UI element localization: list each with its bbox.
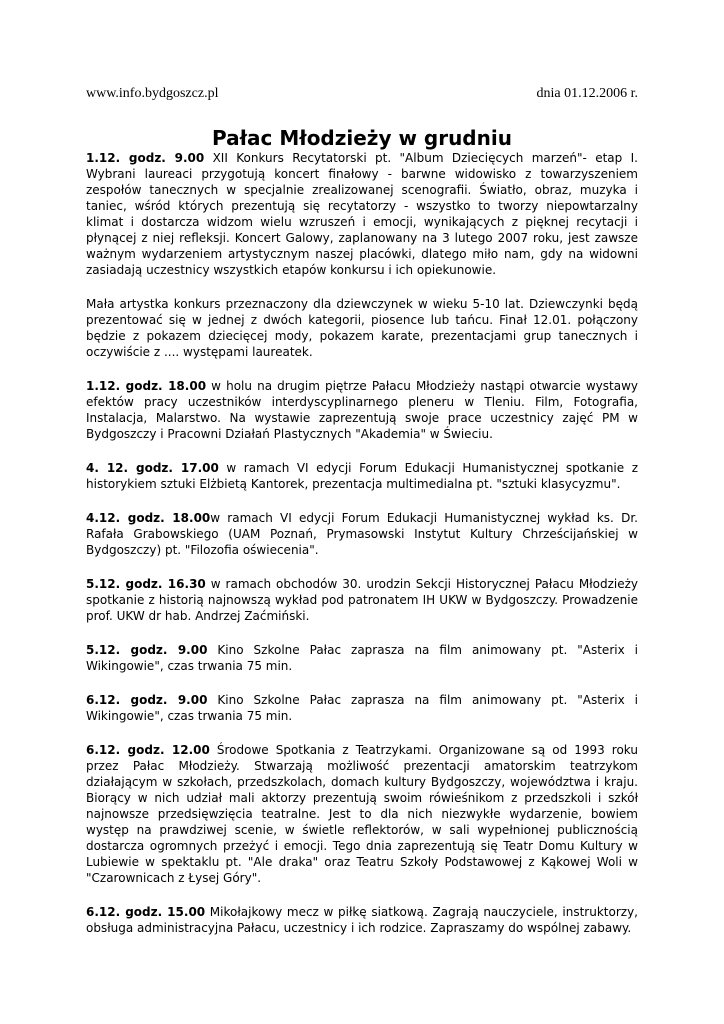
- event-description: w ramach obchodów 30. urodzin Sekcji Historycznej Pałacu Młodzieży spotkanie z historią najnowszą wykład pod patronatem IH UKW w Bydgoszczy. Prowadzenie prof. UKW dr hab. Andrzej Zaćmiński.: [86, 577, 638, 623]
- event-date-time: 1.12. godz. 9.00: [86, 151, 205, 165]
- event-date-time: 5.12. godz. 9.00: [86, 643, 208, 657]
- event-date-time: 5.12. godz. 16.30: [86, 577, 206, 591]
- event-paragraph: [86, 460, 638, 492]
- event-description: w ramach VI edycji Forum Edukacji Humanistycznej spotkanie z historykiem sztuki Elżbietą Kantorek, prezentacja multimedialna pt. "sztuki klasycyzmu".: [86, 461, 638, 491]
- event-paragraph: [86, 510, 638, 558]
- event-date-time: 4.12. godz. 18.00: [86, 511, 211, 525]
- event-description: Środowe Spotkania z Teatrzykami. Organizowane są od 1993 roku przez Pałac Młodzieży. Stwarzają możliwość prezentacji amatorskim teatrzykom działającym w szkołach, przedszkolach, domach kultury Bydgoszczy, województwa i kraju. Biorący w nich udział mali aktorzy prezentują swoim rówieśnikom z przedszkoli i szkół najnowsze przedsięwzięcia teatralne. Jest to dla nich niezwykłe wydarzenie, bowiem występ na prawdziwej scenie, w świetle reflektorów, w sali wypełnionej publicznością dostarcza ogromnych przeżyć i emocji. Tego dnia zaprezentują się Teatr Domu Kultury w Lubiewie w spektaklu pt. "Ale draka" oraz Teatru Szkoły Podstawowej z Kąkowej Woli w "Czarownicach z Łysej Góry".: [86, 743, 638, 885]
- event-description: Kino Szkolne Pałac zaprasza na film animowany pt. "Asterix i Wikingowie", czas trwania 75 min.: [86, 643, 638, 673]
- event-description: XII Konkurs Recytatorski pt. "Album Dziecięcych marzeń"- etap I. Wybrani laureaci przygotują koncert finałowy - barwne widowisko z towarzyszeniem zespołów tanecznych w specjalnie zrealizowanej scenografii. Światło, obraz, muzyka i taniec, wśród których prezentują się recytatorzy - wszystko to tworzy niepowtarzalny klimat i dostarcza widzom wielu wzruszeń i emocji, wynikających z pięknej recytacji i płynącej z niej refleksji. Koncert Galowy, zaplanowany na 3 lutego 2007 roku, jest zawsze ważnym wydarzeniem artystycznym naszej placówki, dlatego miło nam, gdy na widowni zasiadają uczestnicy wszystkich etapów konkursu i ich opiekunowie.: [86, 151, 638, 277]
- event-paragraph: [86, 576, 638, 624]
- event-date-time: 6.12. godz. 9.00: [86, 693, 208, 707]
- event-list: [86, 150, 638, 954]
- event-paragraph: [86, 742, 638, 886]
- event-date-time: 1.12. godz. 18.00: [86, 379, 207, 393]
- event-date-time: 6.12. godz. 12.00: [86, 743, 210, 757]
- event-date-time: 4. 12. godz. 17.00: [86, 461, 219, 475]
- page-title: Pałac Młodzieży w grudniu: [212, 126, 512, 150]
- event-paragraph: [86, 150, 638, 278]
- document-date: dnia 01.12.2006 r.: [536, 86, 638, 101]
- page-header: [86, 86, 638, 106]
- event-paragraph: [86, 378, 638, 442]
- event-paragraph: [86, 692, 638, 724]
- event-description: w holu na drugim piętrze Pałacu Młodzieży nastąpi otwarcie wystawy efektów pracy uczestników interdyscyplinarnego pleneru w Tleniu. Film, Fotografia, Instalacja, Malarstwo. Na wystawie zaprezentują swoje prace uczestnicy zajęć PM w Bydgoszczy i Pracowni Działań Plastycznych "Akademia" w Świeciu.: [86, 379, 638, 441]
- event-description: Kino Szkolne Pałac zaprasza na film animowany pt. "Asterix i Wikingowie", czas trwania 75 min.: [86, 693, 638, 723]
- event-date-time: 6.12. godz. 15.00: [86, 905, 206, 919]
- website-link[interactable]: www.info.bydgoszcz.pl: [86, 86, 219, 101]
- event-description: Mała artystka konkurs przeznaczony dla dziewczynek w wieku 5-10 lat. Dziewczynki będą prezentować się w jednej z dwóch kategorii, piosence lub tańcu. Finał 12.01. połączony będzie z pokazem dziecięcej mody, pokazem karate, prezentacjami grup tanecznych i oczywiście z .... występami laureatek.: [86, 297, 638, 359]
- event-paragraph: [86, 642, 638, 674]
- event-description: w ramach VI edycji Forum Edukacji Humanistycznej wykład ks. Dr. Rafała Grabowskiego (UAM Poznań, Prymasowski Instytut Kultury Chrześcijańskiej w Bydgoszczy) pt. "Filozofia oświecenia".: [86, 511, 638, 557]
- event-description: Mikołajkowy mecz w piłkę siatkową. Zagrają nauczyciele, instruktorzy, obsługa administracyjna Pałacu, uczestnicy i ich rodzice. Zapraszamy do wspólnej zabawy.: [86, 905, 638, 935]
- event-paragraph: [86, 904, 638, 936]
- event-paragraph: [86, 296, 638, 360]
